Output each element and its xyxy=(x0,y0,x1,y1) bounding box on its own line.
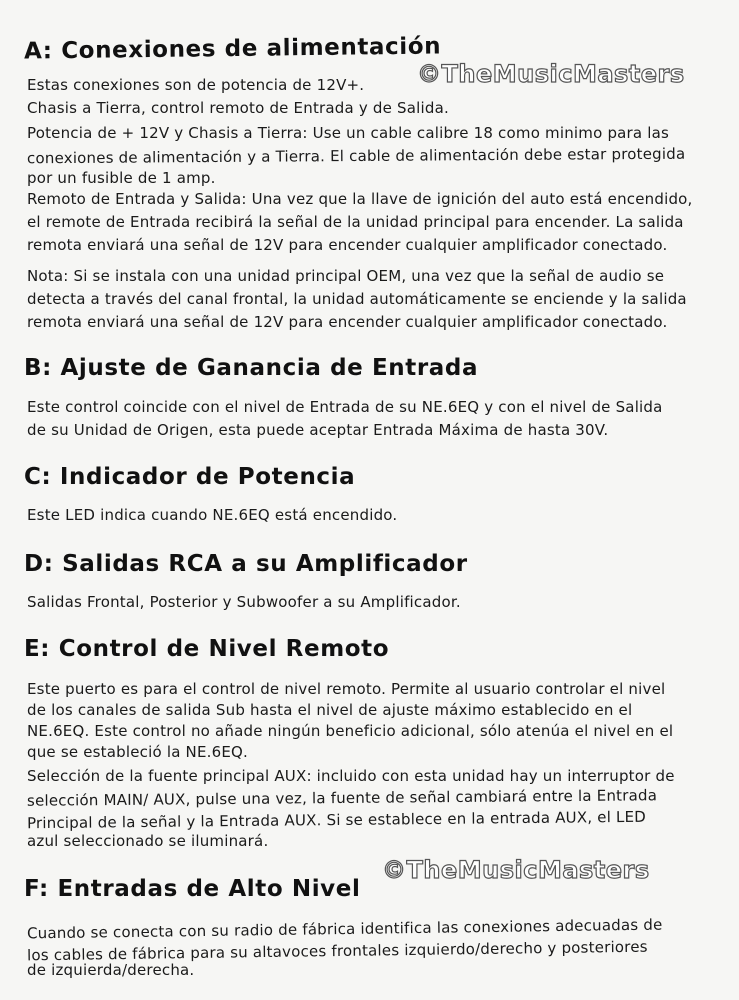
section-e-line: Principal de la señal y la Entrada AUX. Si se establece en la entrada AUX, el LED xyxy=(26,807,647,833)
section-a-line: por un fusible de 1 amp. xyxy=(27,169,216,187)
section-a-line: Chasis a Tierra, control remoto de Entrada y de Salida. xyxy=(27,99,449,117)
section-c-line: Este LED indica cuando NE.6EQ está encendido. xyxy=(27,506,398,524)
section-a-line: detecta a través del canal frontal, la unidad automáticamente se enciende y la salida xyxy=(27,290,687,308)
section-a-line: Potencia de + 12V y Chasis a Tierra: Use un cable calibre 18 como minimo para las xyxy=(27,124,670,142)
section-e-line: Selección de la fuente principal AUX: incluido con esta unidad hay un interruptor de xyxy=(27,767,675,785)
heading-f: F: Entradas de Alto Nivel xyxy=(24,876,361,902)
section-b-line: de su Unidad de Origen, esta puede aceptar Entrada Máxima de hasta 30V. xyxy=(27,421,609,439)
section-b-line: Este control coincide con el nivel de Entrada de su NE.6EQ y con el nivel de Salida xyxy=(27,398,663,416)
section-a-line: conexiones de alimentación y a Tierra. El cable de alimentación debe estar protegida xyxy=(26,144,686,168)
heading-b: B: Ajuste de Ganancia de Entrada xyxy=(24,355,479,381)
section-a-line: remota enviará una señal de 12V para encender cualquier amplificador conectado. xyxy=(27,313,668,331)
section-e-line: selección MAIN/ AUX, pulse una vez, la fuente de señal cambiará entre la Entrada xyxy=(26,786,658,810)
section-a-line: remota enviará una señal de 12V para encender cualquier amplificador conectado. xyxy=(27,236,668,254)
section-a-line: el remote de Entrada recibirá la señal de la unidad principal para encender. La salida xyxy=(27,213,684,231)
heading-a: A: Conexiones de alimentación xyxy=(23,33,442,65)
section-f-line: Cuando se conecta con su radio de fábrica identifica las conexiones adecuadas de xyxy=(26,915,663,943)
watermark-bottom: ©TheMusicMasters xyxy=(382,856,650,884)
section-f-line: de izquierda/derecha. xyxy=(27,961,195,979)
section-e-line: NE.6EQ. Este control no añade ningún beneficio adicional, sólo atenúa el nivel en el xyxy=(27,722,674,740)
section-f-line: los cables de fábrica para su altavoces frontales izquierdo/derecho y posteriores xyxy=(26,937,648,965)
heading-e: E: Control de Nivel Remoto xyxy=(24,636,390,662)
section-e-line: azul seleccionado se iluminará. xyxy=(27,832,269,850)
section-d-line: Salidas Frontal, Posterior y Subwoofer a su Amplificador. xyxy=(27,593,461,611)
section-e-line: que se estableció la NE.6EQ. xyxy=(27,743,249,761)
heading-c: C: Indicador de Potencia xyxy=(24,464,356,490)
section-a-line: Estas conexiones son de potencia de 12V+. xyxy=(27,76,365,94)
section-a-line: Remoto de Entrada y Salida: Una vez que la llave de ignición del auto está encendido, xyxy=(27,190,693,208)
section-e-line: de los canales de salida Sub hasta el nivel de ajuste máximo establecido en el xyxy=(27,701,633,719)
watermark-top: ©TheMusicMasters xyxy=(417,60,685,88)
heading-d: D: Salidas RCA a su Amplificador xyxy=(24,551,468,577)
section-a-line: Nota: Si se instala con una unidad principal OEM, una vez que la señal de audio se xyxy=(27,267,665,285)
section-e-line: Este puerto es para el control de nivel remoto. Permite al usuario controlar el nivel xyxy=(27,680,666,698)
